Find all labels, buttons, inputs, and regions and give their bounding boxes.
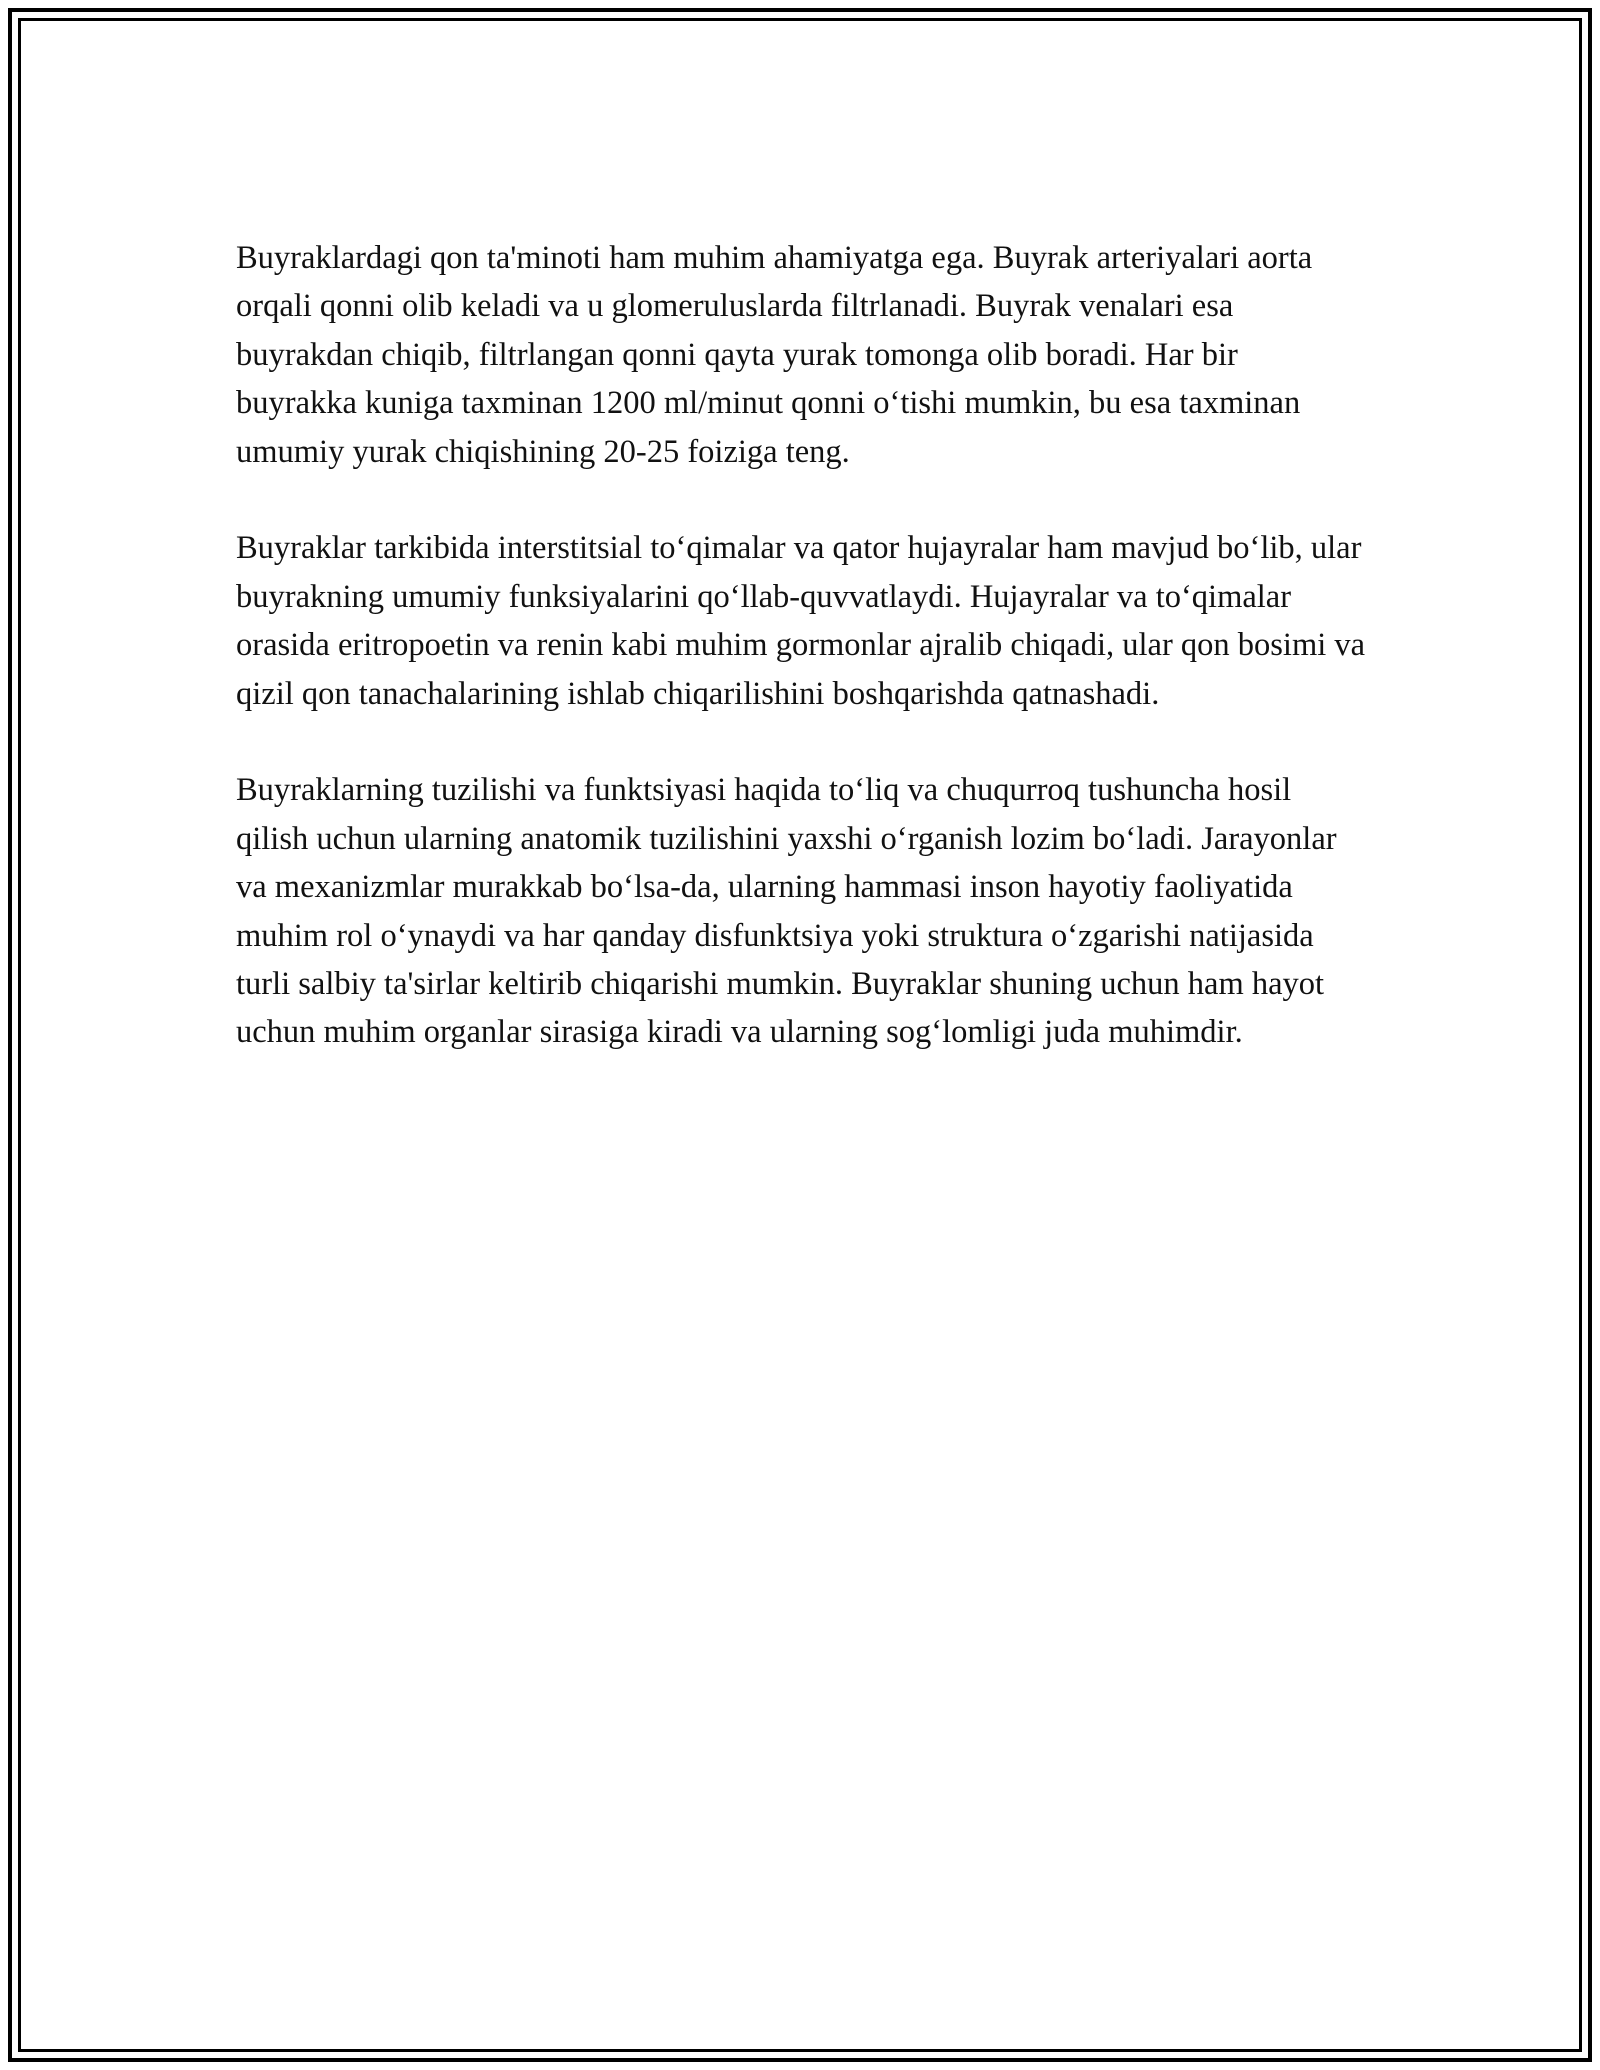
paragraph-blood-supply: Buyraklardagi qon ta'minoti ham muhim ahamiyatga ega. Buyrak arteriyalari aorta orqali qonni olib keladi va u glomeruluslarda filtrlanadi. Buyrak venalari esa buyrakdan chiqib, filtrlangan qonni qayta yurak tomonga olib boradi. Har bir buyrakka kuniga taxminan 1200 ml/minut qonni oʻtishi mumkin, bu esa taxminan umumiy yurak chiqishining 20-25 foiziga teng.: [236, 240, 1313, 470]
paragraph-structure-function: Buyraklarning tuzilishi va funktsiyasi haqida toʻliq va chuqurroq tushuncha hosil qilish uchun ularning anatomik tuzilishini yaxshi oʻrganish lozim boʻladi. Jarayonlar va mexanizmlar murakkab boʻlsa-da, ularning hammasi inson hayotiy faoliyatida muhim rol oʻynaydi va har qanday disfunktsiya yoki struktura oʻzgarishi natijasida turli salbiy ta'sirlar keltirib chiqarishi mumkin. Buyraklar shuning uchun ham hayot uchun muhim organlar sirasiga kiradi va ularning sogʻlomligi juda muhimdir.: [236, 772, 1337, 1051]
paragraph-interstitial-tissue: Buyraklar tarkibida interstitsial toʻqimalar va qator hujayralar ham mavjud boʻlib, ular buyrakning umumiy funksiyalarini qoʻllab-quvvatlaydi. Hujayralar va toʻqimalar orasida eritropoetin va renin kabi muhim gormonlar ajralib chiqadi, ular qon bosimi va qizil qon tanachalarining ishlab chiqarilishini boshqarishda qatnashadi.: [236, 530, 1366, 712]
document-body: [236, 234, 1366, 1105]
